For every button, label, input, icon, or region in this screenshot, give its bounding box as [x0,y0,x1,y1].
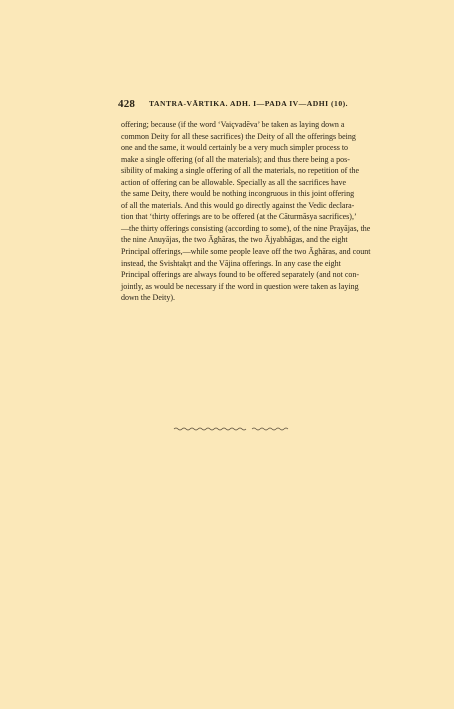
text-line: action of offering can be allowable. Specially as all the sacrifices have [121,177,347,187]
text-line: —the thirty offerings consisting (according to some), of the nine Prayājas, the [121,223,371,233]
text-line: down the Deity). [121,293,175,303]
wavy-rule-ornament-icon [172,424,288,434]
text-line: jointly, as would be necessary if the word in question were taken as laying [121,281,359,291]
page-header [118,98,418,112]
text-line: Principal offerings,—while some people leave off the two Āghāras, and count [121,247,371,257]
running-head: TANTRA-VĀRTIKA. ADH. I—PADA IV—ADHI (10). [149,99,349,108]
text-line: instead, the Svishtakṛt and the Vājina offerings. In any case the eight [121,258,341,268]
text-line: Principal offerings are always found to be offered separately (and not con- [121,270,360,280]
text-line: the nine Anuyājas, the two Āghāras, the two Ājyabhāgas, and the eight [121,235,348,245]
text-line: sibility of making a single offering of all the materials, no repetition of the [121,166,360,176]
text-line: offering; because (if the word ‘Vaiçvadēva’ be taken as laying down a [121,120,345,129]
text-line: common Deity for all these sacrifices) the Deity of all the offerings being [121,131,356,141]
body-paragraph [121,119,371,304]
page-number: 428 [118,98,136,110]
text-line: tion that ‘thirty offerings are to be offered (at the Cāturmāsya sacrifices),’ [121,212,357,222]
text-line: of all the materials. And this would go directly against the Vedic declara- [121,200,355,210]
text-line: one and the same, it would certainly be a very much simpler process to [121,143,349,153]
text-line: the same Deity, there would be nothing incongruous in this joint offering [121,189,355,199]
text-line: make a single offering (of all the materials); and thus there being a pos- [121,154,350,164]
